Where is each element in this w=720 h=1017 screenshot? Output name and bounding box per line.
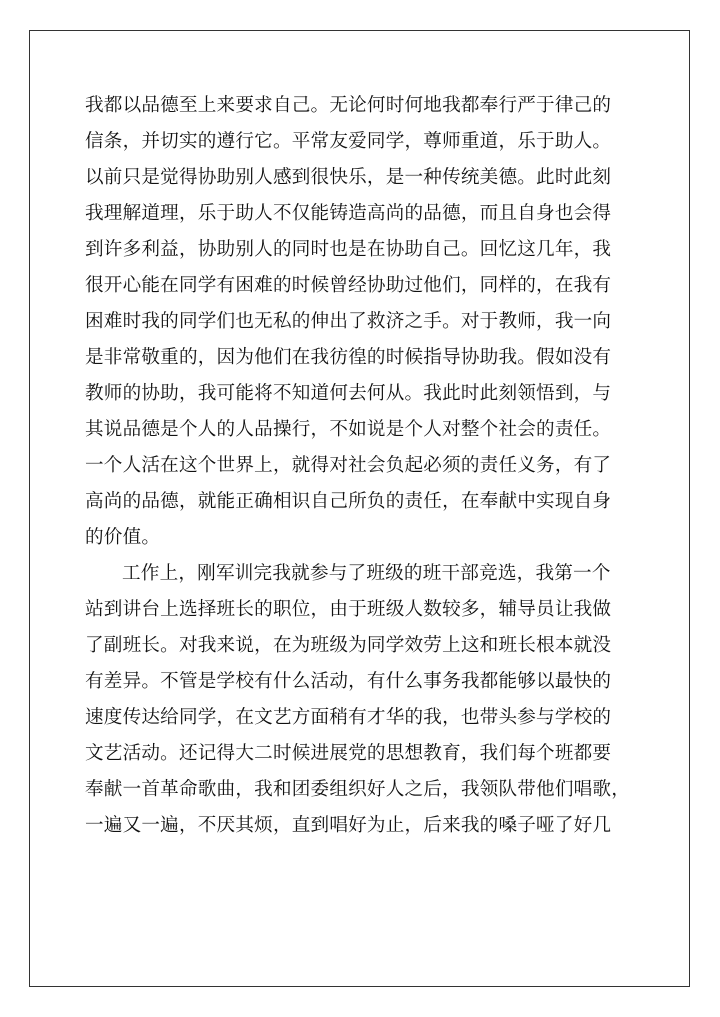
text-line: 其说品德是个人的人品操行，不如说是个人对整个社会的责任。 <box>85 419 612 440</box>
text-line: 了副班长。对我来说，在为班级为同学效劳上这和班长根本就没 <box>85 635 612 656</box>
text-line: 很开心能在同学有困难的时候曾经协助过他们，同样的，在我有 <box>85 275 612 296</box>
text-line: 高尚的品德，就能正确相识自己所负的责任，在奉献中实现自身 <box>85 491 612 512</box>
text-line: 困难时我的同学们也无私的伸出了救济之手。对于教师，我一向 <box>85 311 612 332</box>
text-line: 以前只是觉得协助别人感到很快乐，是一种传统美德。此时此刻 <box>85 167 612 188</box>
document-body <box>85 88 645 844</box>
paragraph-start-line: 工作上，刚军训完我就参与了班级的班干部竞选，我第一个 <box>122 563 611 584</box>
text-line: 文艺活动。还记得大二时候进展党的思想教育，我们每个班都要 <box>85 743 612 764</box>
text-line: 我理解道理，乐于助人不仅能铸造高尚的品德，而且自身也会得 <box>85 203 612 224</box>
text-line: 一遍又一遍，不厌其烦，直到唱好为止，后来我的嗓子哑了好几 <box>85 815 612 836</box>
text-line: 的价值。 <box>85 527 161 548</box>
text-line: 站到讲台上选择班长的职位，由于班级人数较多，辅导员让我做 <box>85 599 612 620</box>
text-line: 奉献一首革命歌曲，我和团委组织好人之后，我领队带他们唱歌， <box>85 779 631 800</box>
text-line: 我都以品德至上来要求自己。无论何时何地我都奉行严于律己的 <box>85 95 612 116</box>
text-line: 速度传达给同学，在文艺方面稍有才华的我，也带头参与学校的 <box>85 707 612 728</box>
text-line: 一个人活在这个世界上，就得对社会负起必须的责任义务，有了 <box>85 455 612 476</box>
text-line: 到许多利益，协助别人的同时也是在协助自己。回忆这几年，我 <box>85 239 612 260</box>
text-line: 教师的协助，我可能将不知道何去何从。我此时此刻领悟到，与 <box>85 383 612 404</box>
text-line: 信条，并切实的遵行它。平常友爱同学，尊师重道，乐于助人。 <box>85 131 612 152</box>
text-line: 是非常敬重的，因为他们在我彷徨的时候指导协助我。假如没有 <box>85 347 612 368</box>
text-line: 有差异。不管是学校有什么活动，有什么事务我都能够以最快的 <box>85 671 612 692</box>
